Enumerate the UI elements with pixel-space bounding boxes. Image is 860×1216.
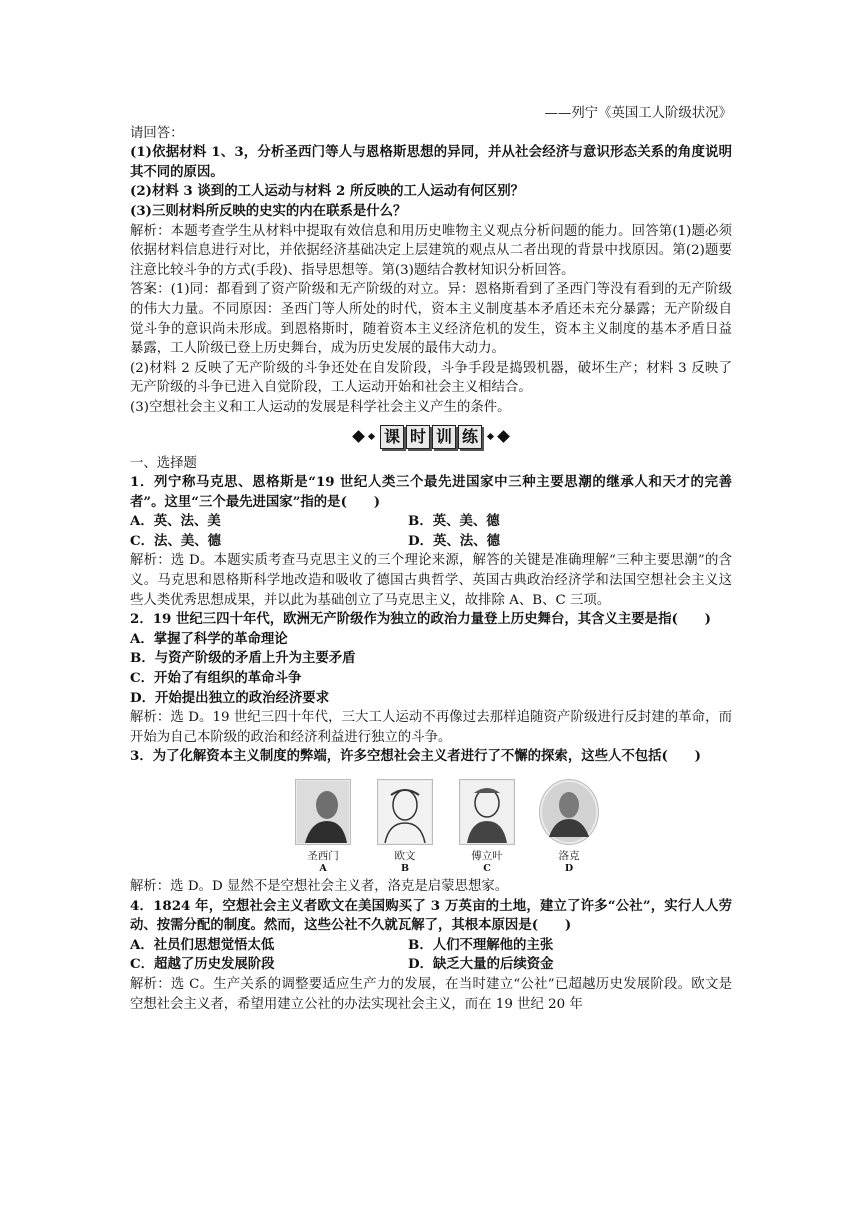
- portrait-letter: A: [319, 863, 327, 874]
- portrait-image: [377, 779, 433, 845]
- question-1-options-row-1: [130, 512, 732, 532]
- question-part-3: (3)三则材料所反映的史实的内在联系是什么？: [130, 202, 407, 219]
- portrait-image: [539, 779, 599, 845]
- portrait-name: 傅立叶: [471, 850, 503, 862]
- portrait-name: 洛克: [558, 850, 580, 862]
- portrait-option-b: [373, 779, 437, 875]
- portrait-option-a: [291, 779, 355, 875]
- option-b: B．人们不理解他的主张: [408, 936, 554, 953]
- portrait-option-d: [537, 779, 601, 875]
- answer-part-2: (2)材料 2 反映了无产阶级的斗争还处在自发阶段，斗争手段是捣毁机器，破坏生产；材料 3 反映了无产阶级的斗争已进入自觉阶段，工人运动开始和社会主义相结合。: [130, 360, 732, 396]
- person-silhouette-icon: [541, 781, 597, 843]
- portrait-image: [459, 779, 515, 845]
- portrait-option-c: [455, 779, 519, 875]
- answer-part-1: 答案：(1)同：都看到了资产阶级和无产阶级的对立。异：恩格斯看到了圣西门等没有看到的无产阶级的伟大力量。不同原因：圣西门等人所处的时代，资本主义制度基本矛盾还未充分暴露；无产阶级自觉斗争的意识尚未形成。到恩格斯时，随着资本主义经济危机的发生，资本主义制度的基本矛盾日益暴露，工人阶级已登上历史舞台，成为历史发展的最伟大动力。: [130, 282, 732, 357]
- question-4-options-row-2: [130, 955, 732, 975]
- banner-char: 训: [432, 425, 456, 449]
- option-d: D．英、法、德: [408, 532, 500, 549]
- diamond-ornament-icon: [368, 433, 375, 440]
- question-1-options-row-2: [130, 532, 732, 552]
- portrait-options: [160, 779, 732, 875]
- portrait-image: [295, 779, 351, 845]
- question-4-analysis: 解析：选 C。生产关系的调整要适应生产力的发展，在当时建立“公社”已超越历史发展阶段。欧文是空想社会主义者，希望用建立公社的办法实现社会主义，而在 19 世纪 20 年: [130, 976, 732, 1012]
- question-4-options-row-1: [130, 936, 732, 956]
- document-page: [130, 104, 732, 1014]
- option-b: B．英、美、德: [408, 513, 500, 530]
- material-analysis: 解析：本题考查学生从材料中提取有效信息和用历史唯物主义观点分析问题的能力。回答第(1)题必须依据材料信息进行对比，并依据经济基础决定上层建筑的观点从二者出现的背景中找原因。第(2)题要注意比较斗争的方式(手段)、指导思想等。第(3)题结合教材知识分析回答。: [130, 223, 732, 278]
- option-c: C．法、美、德: [130, 532, 222, 549]
- option-c: C．开始了有组织的革命斗争: [130, 670, 302, 687]
- portrait-letter: B: [400, 863, 410, 874]
- diamond-ornament-icon: [487, 433, 494, 440]
- person-silhouette-icon: [379, 781, 431, 843]
- person-silhouette-icon: [297, 781, 349, 843]
- question-2-stem: 2．19 世纪三四十年代，欧洲无产阶级作为独立的政治力量登上历史舞台，其含义主要是指( ): [130, 611, 711, 628]
- question-2-analysis: 解析：选 D。19 世纪三四十年代，三大工人运动不再像过去那样追随资产阶级进行反封建的革命，而开始为自己本阶级的政治和经济利益进行独立的斗争。: [130, 710, 732, 745]
- portrait-caption: [395, 849, 416, 875]
- question-3-analysis: 解析：选 D。D 显然不是空想社会主义者，洛克是启蒙思想家。: [130, 879, 509, 894]
- section-banner: [130, 420, 732, 454]
- portrait-caption: [471, 849, 503, 875]
- banner-char: 练: [458, 425, 482, 449]
- option-d: D．开始提出独立的政治经济要求: [130, 689, 330, 706]
- question-3-stem: 3．为了化解资本主义制度的弊端，许多空想社会主义者进行了不懈的探索，这些人不包括( ): [130, 748, 702, 765]
- section-heading: 一、选择题: [130, 455, 197, 471]
- question-4-stem: 4．1824 年，空想社会主义者欧文在美国购买了 3 万英亩的土地，建立了许多“公社”，实行人人劳动、按需分配的制度。然而，这些公社不久就瓦解了，其根本原因是( ): [130, 897, 732, 934]
- diamond-ornament-icon: [352, 430, 365, 443]
- source-citation: ——列宁《英国工人阶级状况》: [544, 106, 732, 121]
- question-part-2: (2)材料 3 谈到的工人运动与材料 2 所反映的工人运动有何区别？: [130, 183, 525, 200]
- portrait-name: 欧文: [394, 850, 416, 862]
- option-c: C．超越了历史发展阶段: [130, 956, 275, 973]
- option-a: A．英、法、美: [130, 513, 221, 530]
- diamond-ornament-icon: [497, 430, 510, 443]
- banner-char: 课: [380, 425, 404, 449]
- portrait-caption: [307, 849, 339, 875]
- option-b: B．与资产阶级的矛盾上升为主要矛盾: [130, 650, 356, 667]
- person-silhouette-icon: [461, 781, 513, 843]
- answer-part-3: (3)空想社会主义和工人运动的发展是科学社会主义产生的条件。: [130, 399, 511, 415]
- portrait-letter: D: [564, 863, 574, 874]
- portrait-name: 圣西门: [307, 850, 339, 862]
- option-d: D．缺乏大量的后续资金: [408, 956, 554, 973]
- answer-prompt: 请回答：: [130, 125, 184, 141]
- portrait-letter: C: [483, 863, 491, 874]
- banner-char: 时: [406, 425, 430, 449]
- question-1-stem: 1．列宁称马克思、恩格斯是“19 世纪人类三个最先进国家中三种主要思潮的继承人和天才的完善者”。这里“三个最先进国家”指的是( ): [130, 474, 732, 510]
- question-1-analysis: 解析：选 D。本题实质考查马克思主义的三个理论来源，解答的关键是准确理解“三种主要思潮”的含义。马克思和恩格斯科学地改造和吸收了德国古典哲学、英国古典政治经济学和法国空想社会主义这些人类优秀思想成果，并以此为基础创立了马克思主义，故排除 A、B、C 三项。: [130, 553, 732, 608]
- option-a: A．社员们思想觉悟太低: [130, 936, 275, 953]
- question-part-1: (1)依据材料 1、3，分析圣西门等人与恩格斯思想的异同，并从社会经济与意识形态关系的角度说明其不同的原因。: [130, 144, 732, 180]
- banner-title: [380, 425, 482, 449]
- option-a: A．掌握了科学的革命理论: [130, 630, 288, 647]
- portrait-caption: [559, 849, 580, 875]
